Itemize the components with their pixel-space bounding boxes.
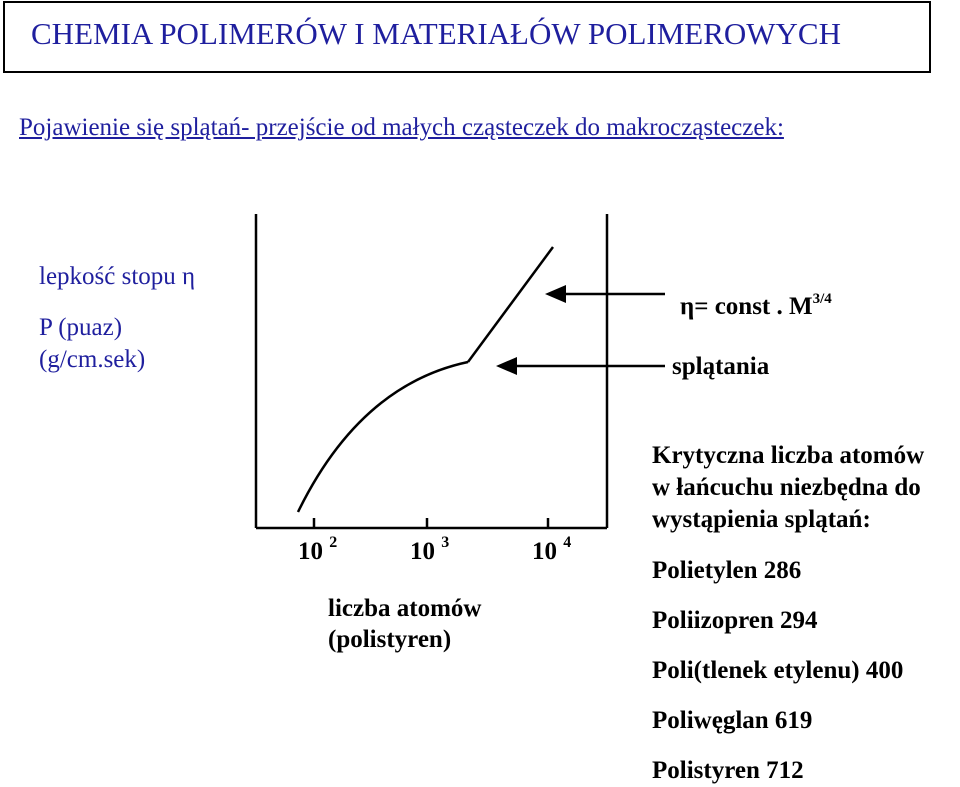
entanglement-label: splątania [672, 353, 770, 380]
formula-text: η= const . M [680, 293, 813, 320]
polymer-item: Poliwęglan 619 [652, 707, 813, 734]
polymer-item: Poliizopren 294 [652, 607, 818, 634]
viscosity-curve-low-mass [298, 362, 468, 512]
x-tick-label-1: 10 $^2$ [298, 534, 338, 565]
subtitle: Pojawienie się splątań- przejście od małych cząsteczek do makrocząsteczek: [19, 114, 784, 141]
polymer-item: Polietylen 286 [652, 557, 802, 584]
x-axis-label [328, 593, 481, 655]
y-axis-label-line3: (g/cm.sek) [39, 346, 146, 373]
formula-label [680, 293, 832, 321]
arrow-to-entanglement-point [496, 357, 665, 375]
x-axis-label-line1: liczba atomów [328, 595, 482, 622]
panel-line-1: Krytyczna liczba atomów [652, 442, 925, 469]
y-axis-label-line1: lepkość stopu η [39, 263, 196, 290]
x-tick-label-3: 10 $^4$ [532, 534, 572, 565]
y-axis-label-line2: P (puaz) [39, 314, 123, 341]
panel-line-2: w łańcuchu niezbędna do [652, 474, 921, 501]
viscosity-line-high-mass [468, 247, 553, 362]
arrow-to-slope [545, 285, 665, 303]
polymer-item: Polistyren 712 [652, 757, 804, 784]
panel-line-3: wystąpienia splątań: [652, 506, 871, 533]
critical-atoms-panel [652, 440, 925, 784]
x-tick-label-2: 10 $^3$ [410, 534, 450, 565]
x-axis-label-line2: (polistyren) [328, 626, 452, 653]
polymer-item: Poli(tlenek etylenu) 400 [652, 657, 904, 684]
page-title: CHEMIA POLIMERÓW I MATERIAŁÓW POLIMEROWYCH [31, 16, 841, 51]
formula-exponent: 3/4 [812, 291, 832, 307]
